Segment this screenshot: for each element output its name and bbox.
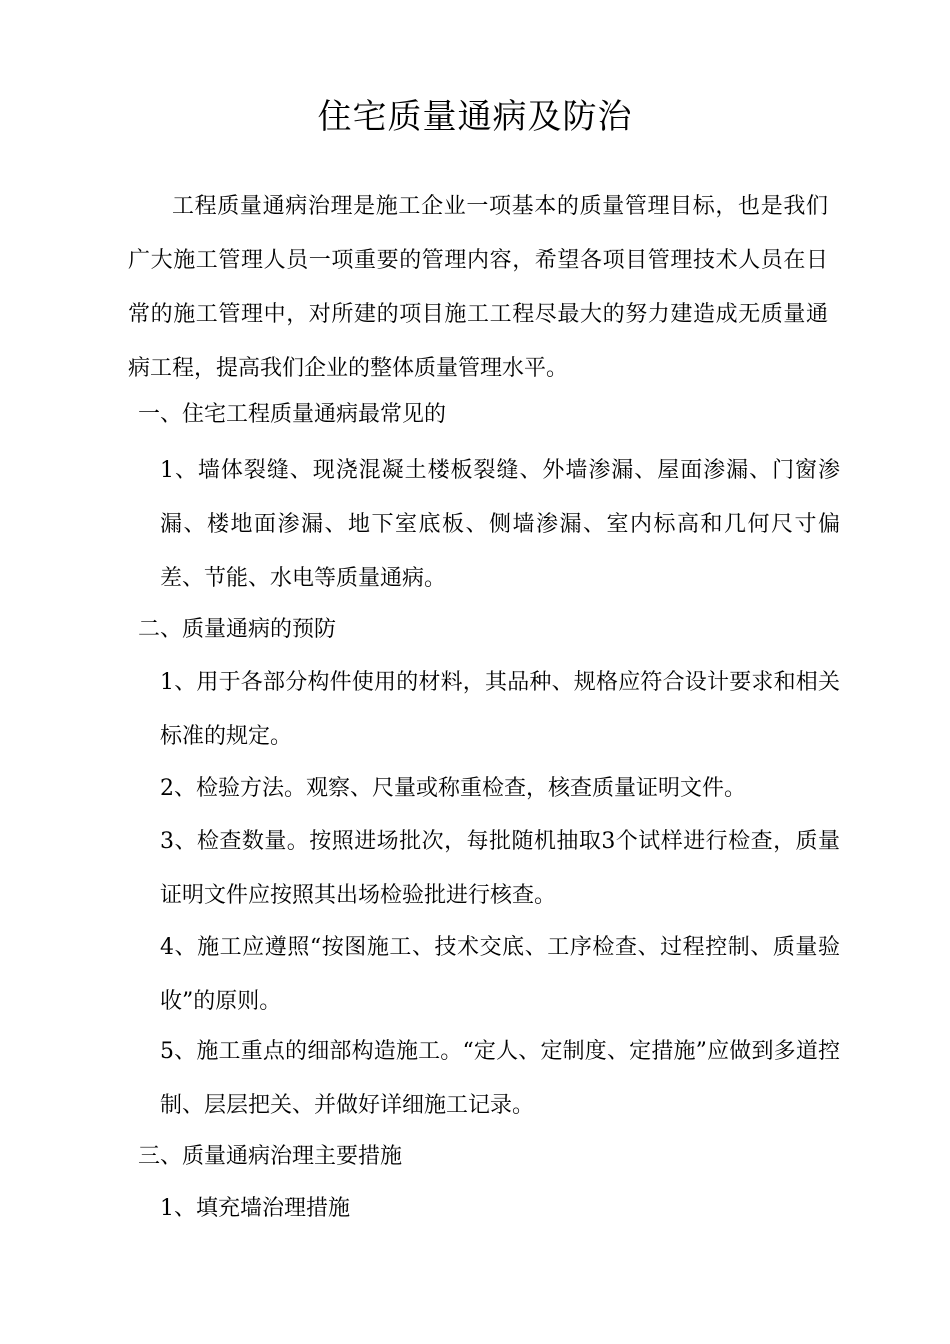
section2-item-3: 3、检查数量。按照进场批次，每批随机抽取3个试样进行检查，质量证明文件应按照其出场检验批进行核查。: [160, 829, 840, 908]
page-title: 住宅质量通病及防治: [317, 97, 633, 137]
section1-item-1: 1、墙体裂缝、现浇混凝土楼板裂缝、外墙渗漏、屋面渗漏、门窗渗漏、楼地面渗漏、地下室底板、侧墙渗漏、室内标高和几何尺寸偏差、节能、水电等质量通病。: [160, 458, 840, 591]
section-heading-2: 二、质量通病的预防: [138, 617, 337, 642]
section2-item-5: 5、施工重点的细部构造施工。“定人、定制度、定措施”应做到多道控制、层层把关、并做好详细施工记录。: [160, 1039, 840, 1118]
section2-item-4: 4、施工应遵照“按图施工、技术交底、工序检查、过程控制、质量验收”的原则。: [160, 935, 840, 1014]
section3-item-1: 1、填充墙治理措施: [160, 1196, 350, 1221]
section-heading-1: 一、住宅工程质量通病最常见的: [138, 402, 447, 427]
section-heading-3: 三、质量通病治理主要措施: [138, 1144, 403, 1169]
intro-paragraph: 工程质量通病治理是施工企业一项基本的质量管理目标，也是我们广大施工管理人员一项重要的管理内容，希望各项目管理技术人员在日常的施工管理中，对所建的项目施工工程尽最大的努力建造成无质量通病工程，提高我们企业的整体质量管理水平。: [128, 194, 828, 381]
section2-item-2: 2、检验方法。观察、尺量或称重检查，核查质量证明文件。: [160, 776, 746, 801]
section2-item-1: 1、用于各部分构件使用的材料，其品种、规格应符合设计要求和相关标准的规定。: [160, 670, 840, 749]
